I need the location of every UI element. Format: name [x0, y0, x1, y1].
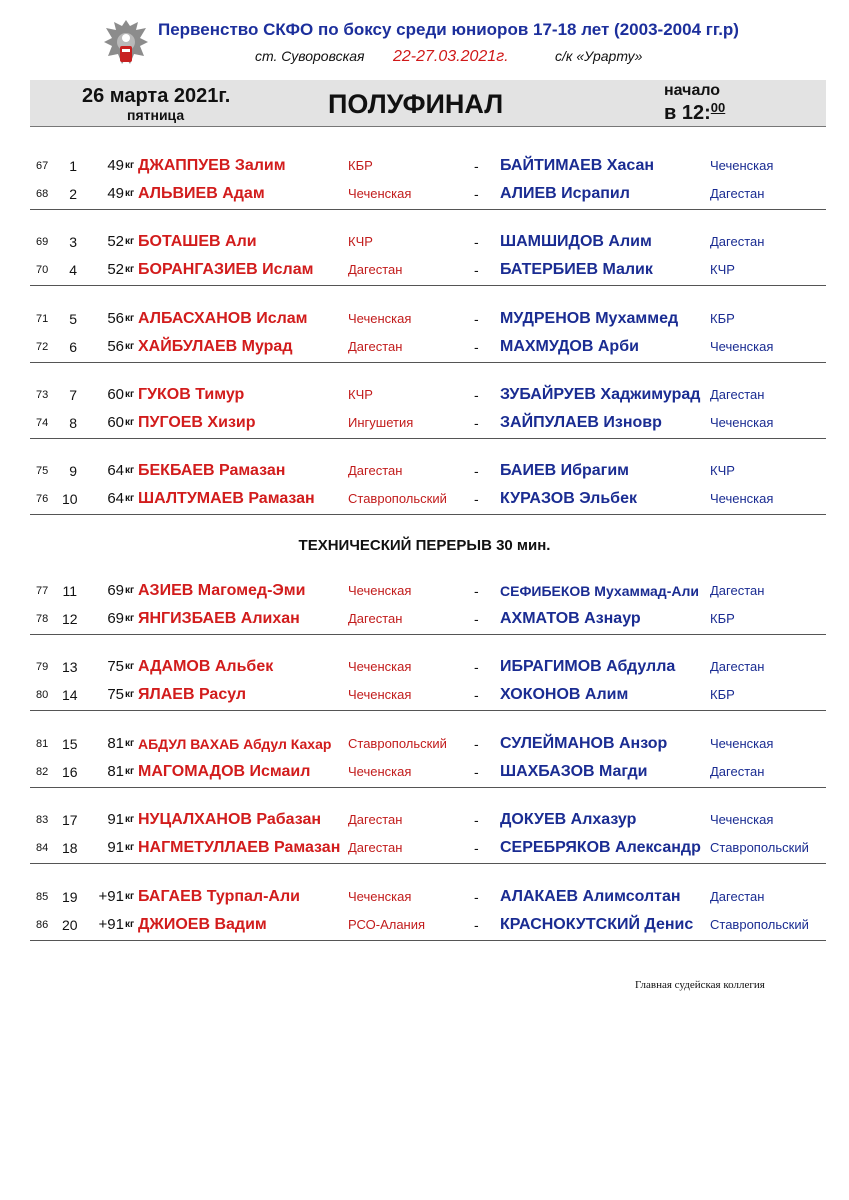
- bout-row: [0, 806, 849, 834]
- start-label: начало: [664, 82, 721, 99]
- versus-dash: -: [474, 234, 479, 250]
- weight-unit: кг: [125, 891, 135, 902]
- red-corner-name: ДЖИОЕВ Вадим: [138, 916, 267, 933]
- blue-corner-name: ЗУБАЙРУЕВ Хаджимурад: [500, 386, 701, 403]
- group-divider: [30, 362, 826, 363]
- red-corner-region: Дагестан: [348, 262, 403, 277]
- bout-number: 71: [36, 313, 49, 325]
- weight-class: 75: [107, 658, 124, 675]
- blue-corner-region: КБР: [710, 687, 735, 702]
- blue-corner-name: АЛИЕВ Исрапил: [500, 185, 630, 202]
- group-divider: [30, 863, 826, 864]
- bout-number: 72: [36, 341, 49, 353]
- bout-number: 80: [36, 689, 49, 701]
- pair-number: 4: [69, 262, 77, 278]
- blue-corner-region: Дагестан: [710, 387, 765, 402]
- versus-dash: -: [474, 764, 479, 780]
- red-corner-name: ЯЛАЕВ Расул: [138, 686, 247, 703]
- blue-corner-region: Чеченская: [710, 339, 774, 354]
- bout-number: 75: [36, 465, 49, 477]
- bout-row: [0, 457, 849, 485]
- bout-number: 70: [36, 264, 49, 276]
- bout-number: 82: [36, 766, 49, 778]
- start-time-hours: в 12:: [664, 102, 711, 124]
- red-corner-name: НАГМЕТУЛЛАЕВ Рамазан: [138, 839, 341, 856]
- red-corner-region: Дагестан: [348, 463, 403, 478]
- versus-dash: -: [474, 491, 479, 507]
- red-corner-region: Ставропольский: [348, 491, 447, 506]
- bout-number: 81: [36, 738, 49, 750]
- bout-number: 85: [36, 891, 49, 903]
- weight-class: 52: [107, 261, 124, 278]
- weight-unit: кг: [125, 389, 135, 400]
- blue-corner-region: Чеченская: [710, 415, 774, 430]
- red-corner-name: АЗИЕВ Магомед-Эми: [138, 582, 306, 599]
- versus-dash: -: [474, 339, 479, 355]
- weight-class: 56: [107, 338, 124, 355]
- bout-row: [0, 653, 849, 681]
- start-time-minutes: 00: [710, 100, 726, 115]
- weight-unit: кг: [125, 264, 135, 275]
- blue-corner-region: КБР: [710, 311, 735, 326]
- group-divider: [30, 634, 826, 635]
- weight-class: 75: [107, 686, 124, 703]
- pair-number: 16: [62, 764, 78, 780]
- pair-number: 18: [62, 840, 78, 856]
- bout-row: [0, 485, 849, 513]
- red-corner-name: БОТАШЕВ Али: [138, 233, 257, 250]
- bout-number: 68: [36, 188, 49, 200]
- pair-number: 9: [69, 463, 77, 479]
- pair-number: 13: [62, 659, 78, 675]
- weight-unit: кг: [125, 585, 135, 596]
- bout-row: [0, 152, 849, 180]
- weight-unit: кг: [125, 313, 135, 324]
- versus-dash: -: [474, 659, 479, 675]
- weight-unit: кг: [125, 766, 135, 777]
- pair-number: 10: [62, 491, 78, 507]
- weight-class: 56: [107, 310, 124, 327]
- red-corner-region: Дагестан: [348, 840, 403, 855]
- weight-class: 69: [107, 610, 124, 627]
- bout-row: [0, 605, 849, 633]
- blue-corner-region: КБР: [710, 611, 735, 626]
- bout-row: [0, 730, 849, 758]
- blue-corner-region: Дагестан: [710, 234, 765, 249]
- group-divider: [30, 710, 826, 711]
- versus-dash: -: [474, 812, 479, 828]
- pair-number: 12: [62, 611, 78, 627]
- day-weekday: пятница: [127, 107, 185, 123]
- blue-corner-name: БАИЕВ Ибрагим: [500, 462, 630, 479]
- weight-class: 69: [107, 582, 124, 599]
- weight-unit: кг: [125, 919, 135, 930]
- red-corner-region: Чеченская: [348, 186, 412, 201]
- versus-dash: -: [474, 186, 479, 202]
- red-corner-name: ЯНГИЗБАЕВ Алихан: [138, 610, 300, 627]
- bout-row: [0, 758, 849, 786]
- versus-dash: -: [474, 687, 479, 703]
- bout-row: [0, 911, 849, 939]
- weight-unit: кг: [125, 465, 135, 476]
- blue-corner-region: Чеченская: [710, 736, 774, 751]
- weight-class: 60: [107, 414, 124, 431]
- versus-dash: -: [474, 917, 479, 933]
- weight-class: 64: [107, 462, 124, 479]
- red-corner-name: ГУКОВ Тимур: [138, 386, 245, 403]
- bout-row: [0, 577, 849, 605]
- event-venue: с/к «Урарту»: [555, 48, 643, 64]
- blue-corner-region: Дагестан: [710, 889, 765, 904]
- versus-dash: -: [474, 736, 479, 752]
- red-corner-region: КЧР: [348, 234, 373, 249]
- bout-row: [0, 883, 849, 911]
- red-corner-name: ШАЛТУМАЕВ Рамазан: [138, 490, 315, 507]
- weight-class: 52: [107, 233, 124, 250]
- versus-dash: -: [474, 583, 479, 599]
- blue-corner-name: ШАМШИДОВ Алим: [500, 233, 652, 250]
- weight-unit: кг: [125, 236, 135, 247]
- versus-dash: -: [474, 611, 479, 627]
- bout-number: 74: [36, 417, 49, 429]
- blue-corner-region: Дагестан: [710, 583, 765, 598]
- weight-class: 49: [107, 185, 124, 202]
- bout-number: 79: [36, 661, 49, 673]
- weight-unit: кг: [125, 493, 135, 504]
- group-divider: [30, 787, 826, 788]
- weight-class: 81: [107, 763, 124, 780]
- red-corner-name: БАГАЕВ Турпал-Али: [138, 888, 300, 905]
- blue-corner-region: Ставропольский: [710, 917, 809, 932]
- red-corner-region: Дагестан: [348, 339, 403, 354]
- event-dates: 22-27.03.2021г.: [393, 48, 509, 65]
- day-date: 26 марта 2021г.: [82, 85, 231, 107]
- red-corner-region: Чеченская: [348, 583, 412, 598]
- weight-class: +91: [98, 888, 124, 905]
- bout-number: 86: [36, 919, 49, 931]
- red-corner-region: РСО-Алания: [348, 917, 426, 932]
- bout-number: 73: [36, 389, 49, 401]
- red-corner-region: Чеченская: [348, 659, 412, 674]
- bout-number: 67: [36, 160, 49, 172]
- pair-number: 2: [69, 186, 77, 202]
- blue-corner-name: КУРАЗОВ Эльбек: [500, 490, 637, 507]
- blue-corner-region: Ставропольский: [710, 840, 809, 855]
- red-corner-region: КБР: [348, 158, 373, 173]
- blue-corner-name: ХОКОНОВ Алим: [500, 686, 629, 703]
- pair-number: 8: [69, 415, 77, 431]
- blue-corner-region: Дагестан: [710, 186, 765, 201]
- blue-corner-name: ДОКУЕВ Алхазур: [500, 811, 637, 828]
- bout-number: 69: [36, 236, 49, 248]
- weight-unit: кг: [125, 842, 135, 853]
- bout-number: 83: [36, 814, 49, 826]
- bout-row: [0, 256, 849, 284]
- pair-number: 20: [62, 917, 78, 933]
- championship-title: Первенство СКФО по боксу среди юниоров 17-18 лет (2003-2004 гг.р): [158, 20, 739, 39]
- weight-class: 60: [107, 386, 124, 403]
- weight-class: 49: [107, 157, 124, 174]
- pair-number: 19: [62, 889, 78, 905]
- weight-class: +91: [98, 916, 124, 933]
- chief-jury-label: Главная судейская коллегия: [635, 979, 765, 991]
- weight-unit: кг: [125, 341, 135, 352]
- versus-dash: -: [474, 889, 479, 905]
- red-corner-name: ХАЙБУЛАЕВ Мурад: [138, 338, 293, 355]
- bout-row: [0, 180, 849, 208]
- federation-emblem-icon: [100, 16, 152, 72]
- red-corner-region: Ингушетия: [348, 415, 414, 430]
- blue-corner-name: АЛАКАЕВ Алимсолтан: [500, 888, 681, 905]
- blue-corner-name: БАТЕРБИЕВ Малик: [500, 261, 653, 278]
- event-location: ст. Суворовская: [255, 48, 365, 64]
- blue-corner-region: Чеченская: [710, 158, 774, 173]
- pair-number: 15: [62, 736, 78, 752]
- pair-number: 5: [69, 311, 77, 327]
- weight-unit: кг: [125, 417, 135, 428]
- bout-number: 76: [36, 493, 49, 505]
- weight-unit: кг: [125, 160, 135, 171]
- versus-dash: -: [474, 387, 479, 403]
- red-corner-region: Дагестан: [348, 611, 403, 626]
- weight-unit: кг: [125, 661, 135, 672]
- red-corner-region: Чеченская: [348, 889, 412, 904]
- blue-corner-region: КЧР: [710, 262, 735, 277]
- blue-corner-region: Чеченская: [710, 491, 774, 506]
- blue-corner-region: Дагестан: [710, 764, 765, 779]
- bout-row: [0, 381, 849, 409]
- blue-corner-name: ШАХБАЗОВ Магди: [500, 763, 648, 780]
- red-corner-name: МАГОМАДОВ Исмаил: [138, 763, 311, 780]
- bout-row: [0, 834, 849, 862]
- blue-corner-name: МУДРЕНОВ Мухаммед: [500, 310, 679, 327]
- red-corner-name: БЕКБАЕВ Рамазан: [138, 462, 286, 479]
- versus-dash: -: [474, 262, 479, 278]
- red-corner-name: ДЖАППУЕВ Залим: [138, 157, 286, 174]
- red-corner-region: Дагестан: [348, 812, 403, 827]
- pair-number: 6: [69, 339, 77, 355]
- red-corner-name: АЛЬВИЕВ Адам: [138, 185, 265, 202]
- weight-unit: кг: [125, 613, 135, 624]
- technical-break: ТЕХНИЧЕСКИЙ ПЕРЕРЫВ 30 мин.: [298, 537, 551, 554]
- blue-corner-name: БАЙТИМАЕВ Хасан: [500, 157, 654, 174]
- pair-number: 7: [69, 387, 77, 403]
- versus-dash: -: [474, 158, 479, 174]
- weight-unit: кг: [125, 814, 135, 825]
- weight-unit: кг: [125, 689, 135, 700]
- blue-corner-region: Чеченская: [710, 812, 774, 827]
- red-corner-region: Чеченская: [348, 311, 412, 326]
- start-time: [664, 100, 725, 125]
- blue-corner-region: КЧР: [710, 463, 735, 478]
- blue-corner-name: АХМАТОВ Азнаур: [500, 610, 641, 627]
- versus-dash: -: [474, 840, 479, 856]
- bout-row: [0, 305, 849, 333]
- pair-number: 17: [62, 812, 78, 828]
- blue-corner-name: КРАСНОКУТСКИЙ Денис: [500, 916, 694, 933]
- pair-number: 11: [62, 583, 77, 599]
- stage-title: ПОЛУФИНАЛ: [328, 89, 504, 119]
- red-corner-region: Чеченская: [348, 687, 412, 702]
- blue-corner-name: СЕФИБЕКОВ Мухаммад-Али: [500, 583, 699, 599]
- blue-corner-name: СЕРЕБРЯКОВ Александр: [500, 839, 701, 856]
- red-corner-region: Чеченская: [348, 764, 412, 779]
- red-corner-name: НУЦАЛХАНОВ Рабазан: [138, 811, 322, 828]
- blue-corner-name: ЗАЙПУЛАЕВ Изновр: [500, 414, 662, 431]
- blue-corner-name: ИБРАГИМОВ Абдулла: [500, 658, 676, 675]
- versus-dash: -: [474, 463, 479, 479]
- bout-row: [0, 228, 849, 256]
- weight-class: 81: [107, 735, 124, 752]
- versus-dash: -: [474, 415, 479, 431]
- weight-unit: кг: [125, 188, 135, 199]
- bout-number: 84: [36, 842, 49, 854]
- group-divider: [30, 285, 826, 286]
- red-corner-region: КЧР: [348, 387, 373, 402]
- bout-row: [0, 333, 849, 361]
- blue-corner-name: МАХМУДОВ Арби: [500, 338, 639, 355]
- bout-number: 77: [36, 585, 49, 597]
- group-divider: [30, 438, 826, 439]
- red-corner-region: Ставропольский: [348, 736, 447, 751]
- pair-number: 1: [69, 158, 77, 174]
- weight-class: 91: [107, 811, 124, 828]
- bout-row: [0, 681, 849, 709]
- red-corner-name: БОРАНГАЗИЕВ Ислам: [138, 261, 314, 278]
- pair-number: 14: [62, 687, 78, 703]
- group-divider: [30, 514, 826, 515]
- pair-number: 3: [69, 234, 77, 250]
- blue-corner-region: Дагестан: [710, 659, 765, 674]
- blue-corner-name: СУЛЕЙМАНОВ Анзор: [500, 735, 668, 752]
- weight-unit: кг: [125, 738, 135, 749]
- red-corner-name: ПУГОЕВ Хизир: [138, 414, 256, 431]
- group-divider: [30, 940, 826, 941]
- red-corner-name: АБДУЛ ВАХАБ Абдул Кахар: [138, 736, 332, 752]
- red-corner-name: АЛБАСХАНОВ Ислам: [138, 310, 308, 327]
- weight-class: 64: [107, 490, 124, 507]
- versus-dash: -: [474, 311, 479, 327]
- bout-row: [0, 409, 849, 437]
- group-divider: [30, 209, 826, 210]
- red-corner-name: АДАМОВ Альбек: [138, 658, 274, 675]
- bout-number: 78: [36, 613, 49, 625]
- weight-class: 91: [107, 839, 124, 856]
